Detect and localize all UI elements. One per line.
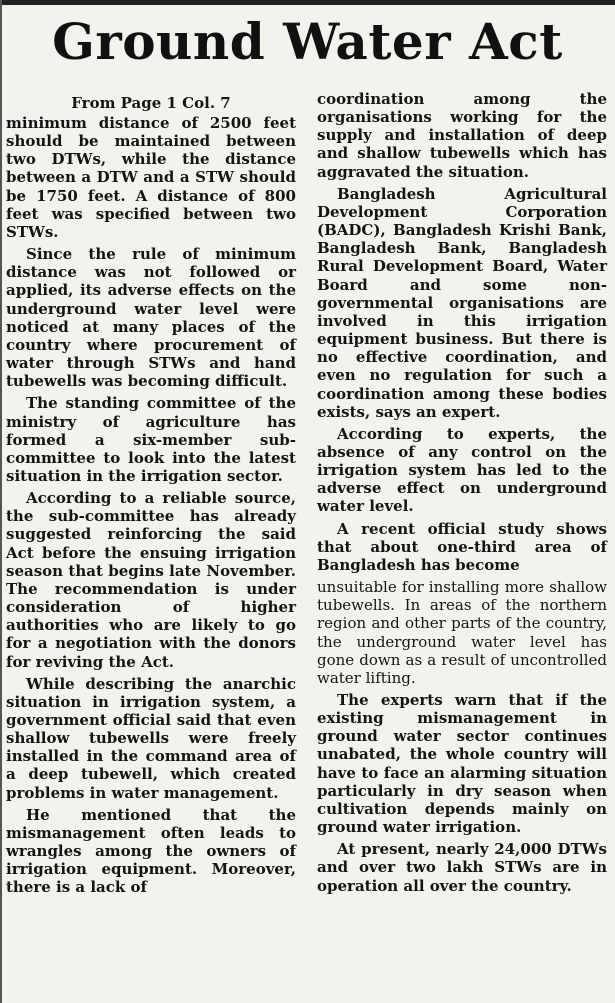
jump-line: From Page 1 Col. 7: [71, 94, 231, 112]
paragraph: He mentioned that the mismanagement often leads to wrangles among the owners of irrigation equipment. Moreover, there is a lack of: [6, 805, 296, 897]
paragraph: At present, nearly 24,000 DTWs and over two lakh STWs are in operation all over the country.: [317, 840, 607, 895]
paragraph: Since the rule of minimum distance was not followed or applied, its adverse effects on the underground water level were noticed at many places of the country where procurement of water through STWs and hand tubewells was becoming difficult.: [6, 245, 296, 391]
headline: Ground Water Act: [52, 12, 563, 71]
right-column: [317, 90, 607, 899]
paragraph: According to a reliable source, the sub-committee has already suggested reinforcing the said Act before the ensuing irrigation season that begins late November. The recommendation is under consideration of higher authorities who are likely to go for a negotiation with the donors for reviving the Act.: [6, 489, 296, 671]
paragraph: While describing the anarchic situation in irrigation system, a government official said that even shallow tubewells were freely installed in the command area of a deep tubewell, which created problems in water management.: [6, 674, 296, 802]
top-rule: [0, 0, 615, 5]
left-column: [6, 94, 296, 901]
paragraph: minimum distance of 2500 feet should be maintained between two DTWs, while the distance between a DTW and a STW should be 1750 feet. A distance of 800 feet was specified between two STWs.: [6, 114, 296, 241]
paragraph: Bangladesh Agricultural Development Corporation (BADC), Bangladesh Krishi Bank, Bangladesh Bank, Bangladesh Rural Development Board, Water Board and some non-governmental organisations are involved in this irrigation equipment business. But there is no effective coordination, and even no regulation for such a coordination among these bodies exists, says an expert.: [317, 184, 607, 421]
paragraph: According to experts, the absence of any control on the irrigation system has led to the adverse effect on underground water level.: [317, 424, 607, 516]
paragraph: A recent official study shows that about one-third area of Bangladesh has become: [317, 519, 607, 574]
paragraph: coordination among the organisations working for the supply and installation of deep and shallow tubewells which has aggravated the situation.: [317, 90, 607, 181]
left-edge: [0, 0, 2, 1003]
paragraph: The experts warn that if the existing mismanagement in ground water sector continues unabated, the whole country will have to face an alarming situation particularly in dry season when cultivation depends mainly on ground water irrigation.: [317, 691, 607, 837]
paragraph: The standing committee of the ministry of agriculture has formed a six-member sub-committee to look into the latest situation in the irrigation sector.: [6, 394, 296, 485]
paragraph: unsuitable for installing more shallow tubewells. In areas of the northern region and other parts of the country, the underground water level has gone down as a result of uncontrolled water lifting.: [317, 578, 607, 687]
